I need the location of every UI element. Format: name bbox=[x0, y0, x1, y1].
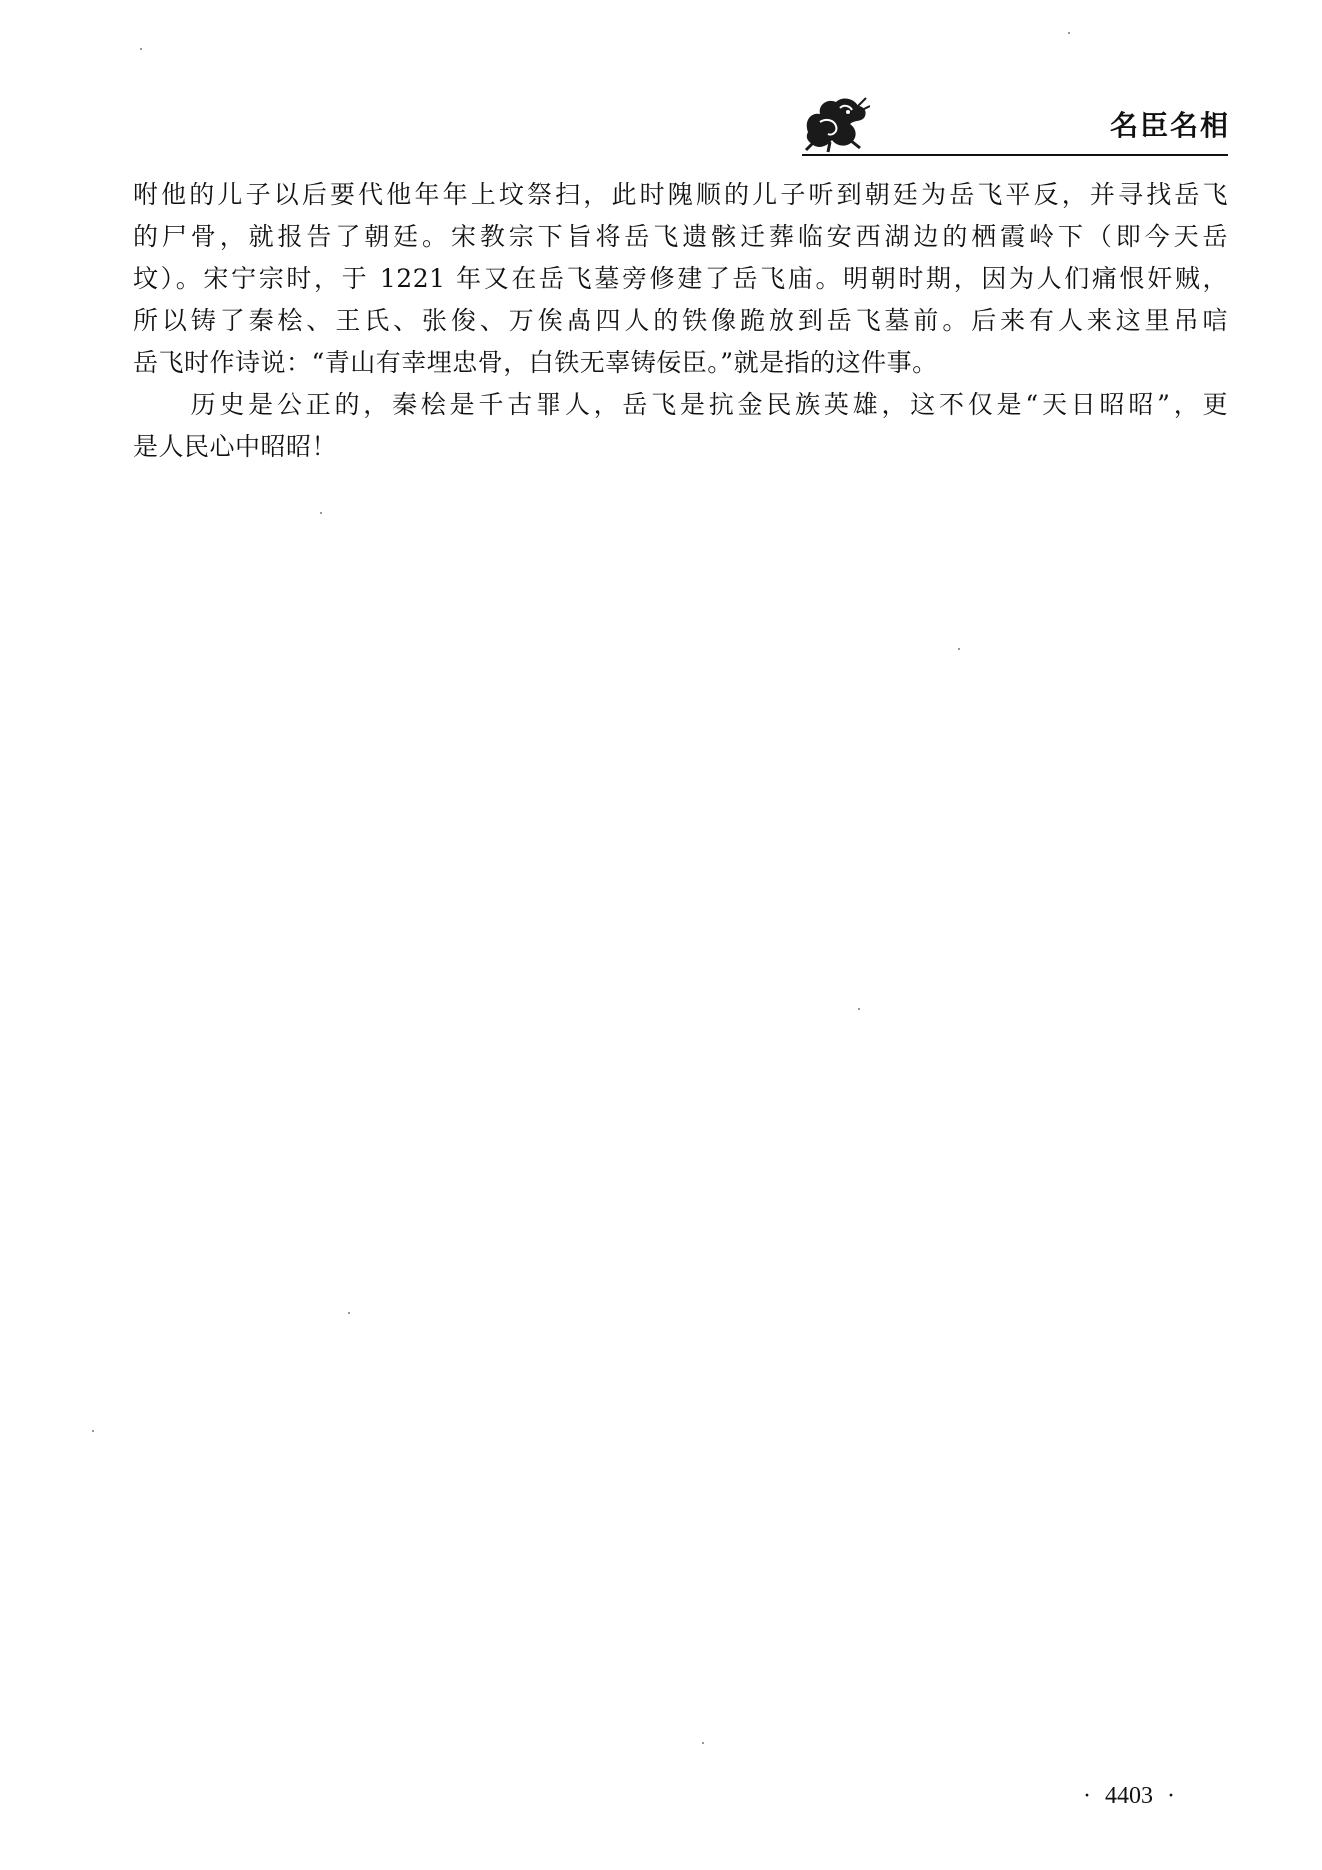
paragraph bbox=[133, 174, 1228, 384]
page-number-bullet: · bbox=[1083, 1783, 1091, 1809]
page-number-bullet: · bbox=[1167, 1783, 1175, 1809]
scan-speck bbox=[92, 1430, 94, 1432]
scan-speck bbox=[140, 48, 142, 50]
scan-speck bbox=[320, 512, 322, 514]
text-line: 坟）。宋宁宗时，于 1221 年又在岳飞墓旁修建了岳飞庙。明朝时期，因为人们痛恨奸贼， bbox=[133, 264, 1228, 293]
text-line: 的尸骨，就报告了朝廷。宋教宗下旨将岳飞遗骸迁葬临安西湖边的栖霞岭下（即今天岳 bbox=[133, 222, 1228, 251]
text-line: 咐他的儿子以后要代他年年上坟祭扫，此时隗顺的儿子听到朝廷为岳飞平反，并寻找岳飞 bbox=[133, 180, 1228, 209]
page-number bbox=[1075, 1781, 1183, 1811]
text-line: 是人民心中昭昭！ bbox=[133, 432, 338, 461]
paragraph bbox=[133, 384, 1228, 468]
text-line: 所以铸了秦桧、王氏、张俊、万俟卨四人的铁像跪放到岳飞墓前。后来有人来这里吊唁 bbox=[133, 306, 1228, 335]
body-text bbox=[133, 174, 1228, 468]
running-header-title: 名臣名相 bbox=[1109, 109, 1230, 142]
text-line: 岳飞时作诗说：“青山有幸埋忠骨，白铁无辜铸佞臣。”就是指的这件事。 bbox=[133, 348, 938, 377]
scan-speck bbox=[348, 1312, 350, 1314]
header-rule bbox=[802, 154, 1228, 156]
dragon-emblem-icon bbox=[800, 92, 870, 154]
scan-speck bbox=[1068, 32, 1070, 34]
text-line: 历史是公正的，秦桧是千古罪人，岳飞是抗金民族英雄，这不仅是“天日昭昭”，更 bbox=[133, 390, 1228, 419]
scan-speck bbox=[958, 648, 960, 650]
scan-speck bbox=[702, 1742, 704, 1744]
page-number-value: 4403 bbox=[1105, 1783, 1153, 1809]
scan-speck bbox=[858, 1008, 860, 1010]
